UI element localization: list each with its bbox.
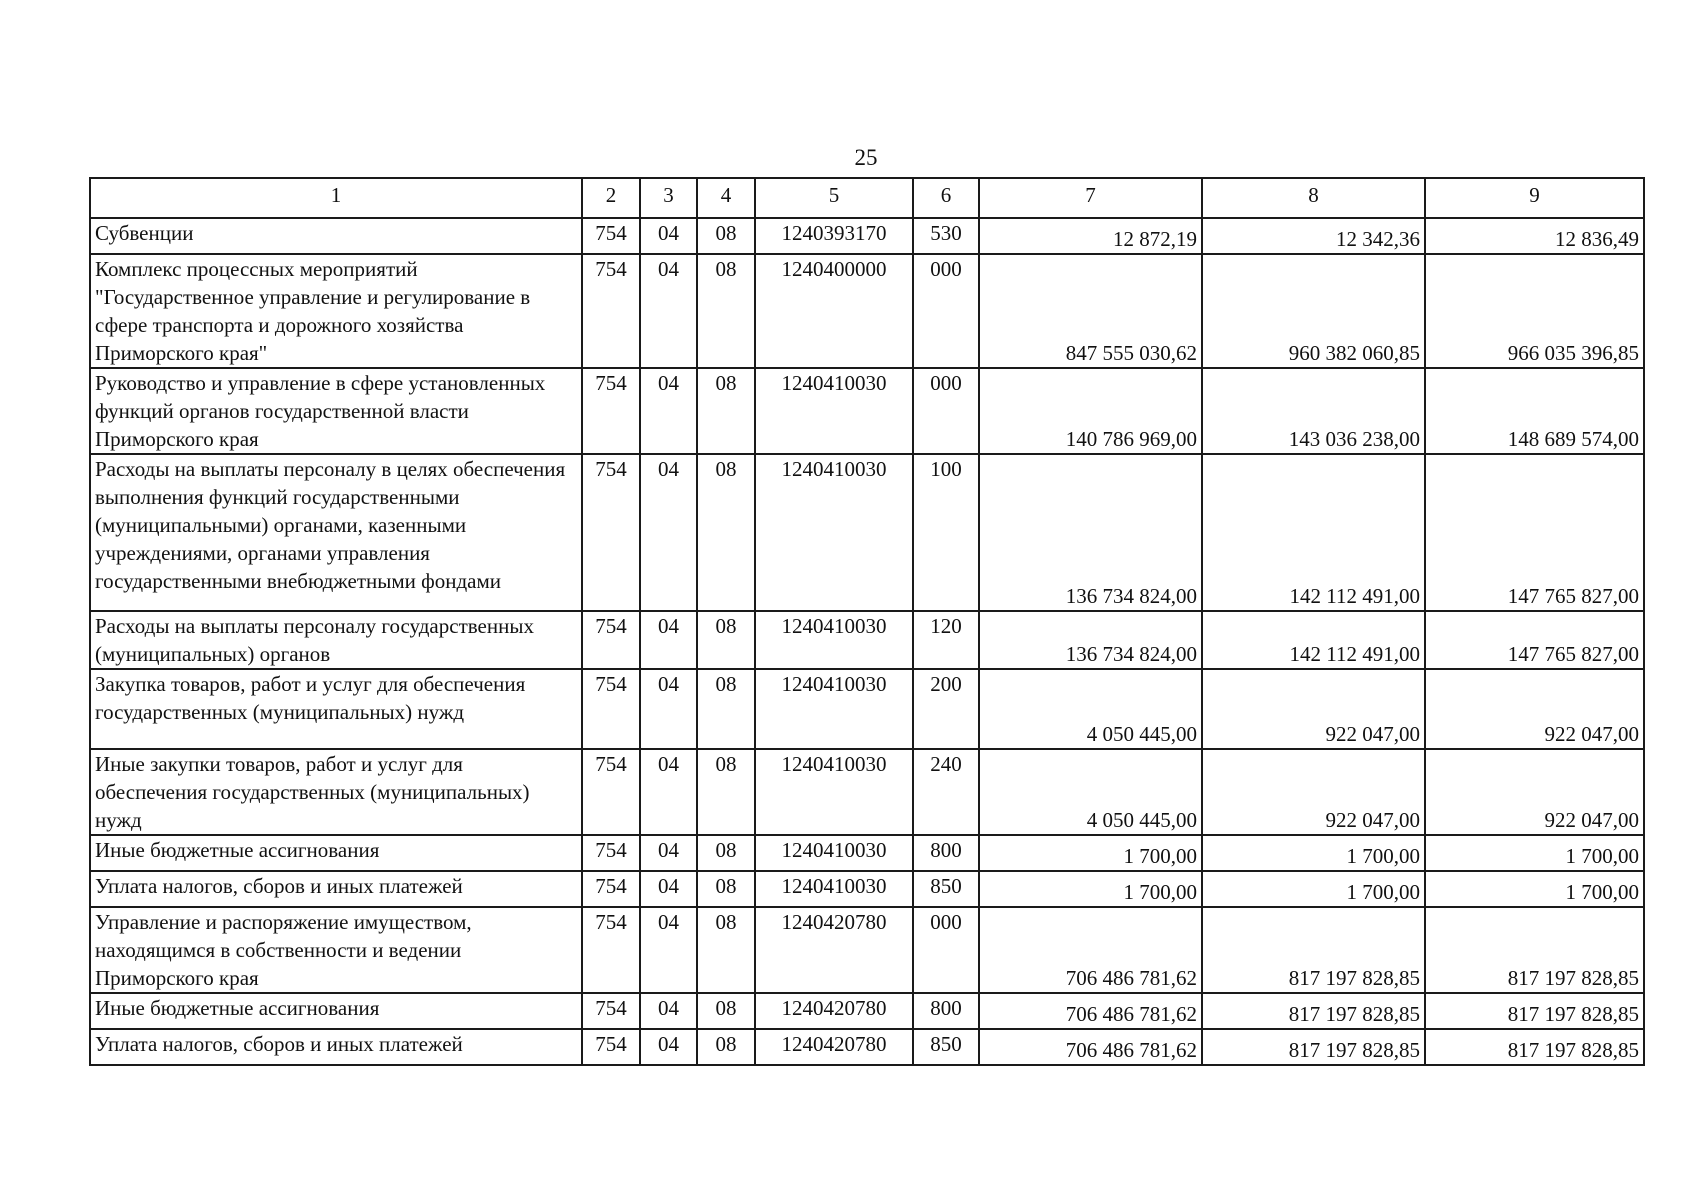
column-header: 4 [697, 178, 755, 218]
cell-target-article: 1240410030 [755, 669, 913, 749]
cell-amount-year3: 147 765 827,00 [1425, 611, 1644, 669]
cell-subsection: 08 [697, 368, 755, 454]
cell-target-article: 1240410030 [755, 871, 913, 907]
cell-admin-code: 754 [582, 669, 640, 749]
cell-admin-code: 754 [582, 368, 640, 454]
cell-subsection: 08 [697, 749, 755, 835]
cell-expense-type: 530 [913, 218, 979, 254]
table-row [90, 835, 1644, 871]
column-header: 8 [1202, 178, 1425, 218]
cell-section: 04 [640, 254, 697, 368]
cell-amount-year1: 140 786 969,00 [979, 368, 1202, 454]
table-row [90, 1029, 1644, 1065]
cell-name: Закупка товаров, работ и услуг для обеспечения государственных (муниципальных) нужд [90, 669, 582, 749]
table-row [90, 254, 1644, 368]
table-row [90, 368, 1644, 454]
cell-amount-year2: 142 112 491,00 [1202, 454, 1425, 611]
cell-amount-year3: 1 700,00 [1425, 871, 1644, 907]
cell-subsection: 08 [697, 254, 755, 368]
cell-amount-year1: 847 555 030,62 [979, 254, 1202, 368]
cell-name: Иные бюджетные ассигнования [90, 835, 582, 871]
cell-amount-year2: 817 197 828,85 [1202, 907, 1425, 993]
cell-name: Руководство и управление в сфере установленных функций органов государственной власти Приморского края [90, 368, 582, 454]
cell-amount-year1: 136 734 824,00 [979, 454, 1202, 611]
cell-amount-year3: 817 197 828,85 [1425, 993, 1644, 1029]
cell-amount-year3: 922 047,00 [1425, 749, 1644, 835]
cell-amount-year3: 148 689 574,00 [1425, 368, 1644, 454]
cell-amount-year1: 136 734 824,00 [979, 611, 1202, 669]
cell-section: 04 [640, 993, 697, 1029]
cell-amount-year3: 817 197 828,85 [1425, 907, 1644, 993]
cell-target-article: 1240400000 [755, 254, 913, 368]
cell-name: Комплекс процессных мероприятий "Государственное управление и регулирование в сфере транспорта и дорожного хозяйства Приморского края" [90, 254, 582, 368]
cell-target-article: 1240420780 [755, 993, 913, 1029]
cell-admin-code: 754 [582, 993, 640, 1029]
cell-subsection: 08 [697, 871, 755, 907]
cell-expense-type: 240 [913, 749, 979, 835]
cell-expense-type: 100 [913, 454, 979, 611]
cell-name: Расходы на выплаты персоналу в целях обеспечения выполнения функций государственными (муниципальными) органами, казенными учреждениями, органами управления государственными внебюджетными фондами [90, 454, 582, 611]
cell-expense-type: 000 [913, 907, 979, 993]
cell-expense-type: 000 [913, 254, 979, 368]
table-row [90, 669, 1644, 749]
cell-admin-code: 754 [582, 454, 640, 611]
cell-amount-year2: 12 342,36 [1202, 218, 1425, 254]
cell-name: Расходы на выплаты персоналу государственных (муниципальных) органов [90, 611, 582, 669]
cell-amount-year1: 4 050 445,00 [979, 669, 1202, 749]
cell-amount-year2: 922 047,00 [1202, 669, 1425, 749]
cell-amount-year2: 922 047,00 [1202, 749, 1425, 835]
cell-name: Уплата налогов, сборов и иных платежей [90, 1029, 582, 1065]
cell-admin-code: 754 [582, 835, 640, 871]
cell-amount-year3: 1 700,00 [1425, 835, 1644, 871]
cell-subsection: 08 [697, 611, 755, 669]
page-number: 25 [854, 145, 878, 170]
column-header: 2 [582, 178, 640, 218]
cell-section: 04 [640, 907, 697, 993]
cell-amount-year3: 147 765 827,00 [1425, 454, 1644, 611]
cell-amount-year2: 1 700,00 [1202, 835, 1425, 871]
cell-admin-code: 754 [582, 218, 640, 254]
cell-admin-code: 754 [582, 749, 640, 835]
cell-section: 04 [640, 871, 697, 907]
cell-expense-type: 800 [913, 993, 979, 1029]
cell-amount-year1: 1 700,00 [979, 871, 1202, 907]
cell-subsection: 08 [697, 993, 755, 1029]
cell-target-article: 1240420780 [755, 1029, 913, 1065]
cell-amount-year2: 1 700,00 [1202, 871, 1425, 907]
column-header: 5 [755, 178, 913, 218]
table-row [90, 871, 1644, 907]
cell-amount-year3: 12 836,49 [1425, 218, 1644, 254]
cell-amount-year2: 960 382 060,85 [1202, 254, 1425, 368]
cell-section: 04 [640, 454, 697, 611]
cell-amount-year2: 817 197 828,85 [1202, 993, 1425, 1029]
cell-expense-type: 120 [913, 611, 979, 669]
cell-section: 04 [640, 1029, 697, 1065]
cell-expense-type: 800 [913, 835, 979, 871]
table-header-row [90, 178, 1644, 218]
table-body [90, 218, 1644, 1065]
cell-target-article: 1240410030 [755, 835, 913, 871]
cell-amount-year2: 142 112 491,00 [1202, 611, 1425, 669]
cell-amount-year3: 966 035 396,85 [1425, 254, 1644, 368]
table-row [90, 993, 1644, 1029]
cell-name: Субвенции [90, 218, 582, 254]
cell-amount-year3: 922 047,00 [1425, 669, 1644, 749]
cell-section: 04 [640, 835, 697, 871]
cell-subsection: 08 [697, 218, 755, 254]
cell-target-article: 1240410030 [755, 611, 913, 669]
column-header: 9 [1425, 178, 1644, 218]
table-row [90, 907, 1644, 993]
cell-amount-year1: 12 872,19 [979, 218, 1202, 254]
cell-target-article: 1240410030 [755, 368, 913, 454]
cell-target-article: 1240410030 [755, 749, 913, 835]
cell-expense-type: 850 [913, 871, 979, 907]
cell-expense-type: 200 [913, 669, 979, 749]
cell-amount-year1: 4 050 445,00 [979, 749, 1202, 835]
cell-amount-year1: 706 486 781,62 [979, 993, 1202, 1029]
cell-amount-year1: 1 700,00 [979, 835, 1202, 871]
cell-subsection: 08 [697, 907, 755, 993]
cell-target-article: 1240410030 [755, 454, 913, 611]
budget-table [89, 177, 1645, 1066]
cell-admin-code: 754 [582, 907, 640, 993]
cell-target-article: 1240393170 [755, 218, 913, 254]
column-header: 7 [979, 178, 1202, 218]
cell-admin-code: 754 [582, 254, 640, 368]
cell-target-article: 1240420780 [755, 907, 913, 993]
cell-section: 04 [640, 218, 697, 254]
cell-amount-year1: 706 486 781,62 [979, 1029, 1202, 1065]
cell-subsection: 08 [697, 454, 755, 611]
cell-expense-type: 850 [913, 1029, 979, 1065]
cell-subsection: 08 [697, 669, 755, 749]
cell-section: 04 [640, 669, 697, 749]
column-header: 3 [640, 178, 697, 218]
column-header: 1 [90, 178, 582, 218]
cell-amount-year2: 143 036 238,00 [1202, 368, 1425, 454]
table-row [90, 749, 1644, 835]
table-row [90, 218, 1644, 254]
column-header: 6 [913, 178, 979, 218]
cell-section: 04 [640, 749, 697, 835]
cell-admin-code: 754 [582, 871, 640, 907]
cell-admin-code: 754 [582, 611, 640, 669]
cell-amount-year2: 817 197 828,85 [1202, 1029, 1425, 1065]
cell-admin-code: 754 [582, 1029, 640, 1065]
cell-subsection: 08 [697, 1029, 755, 1065]
cell-amount-year1: 706 486 781,62 [979, 907, 1202, 993]
table-row [90, 454, 1644, 611]
cell-expense-type: 000 [913, 368, 979, 454]
cell-name: Управление и распоряжение имуществом, находящимся в собственности и ведении Приморского края [90, 907, 582, 993]
cell-section: 04 [640, 368, 697, 454]
cell-amount-year3: 817 197 828,85 [1425, 1029, 1644, 1065]
cell-name: Иные бюджетные ассигнования [90, 993, 582, 1029]
cell-name: Иные закупки товаров, работ и услуг для обеспечения государственных (муниципальных) нужд [90, 749, 582, 835]
cell-name: Уплата налогов, сборов и иных платежей [90, 871, 582, 907]
table-row [90, 611, 1644, 669]
cell-subsection: 08 [697, 835, 755, 871]
cell-section: 04 [640, 611, 697, 669]
